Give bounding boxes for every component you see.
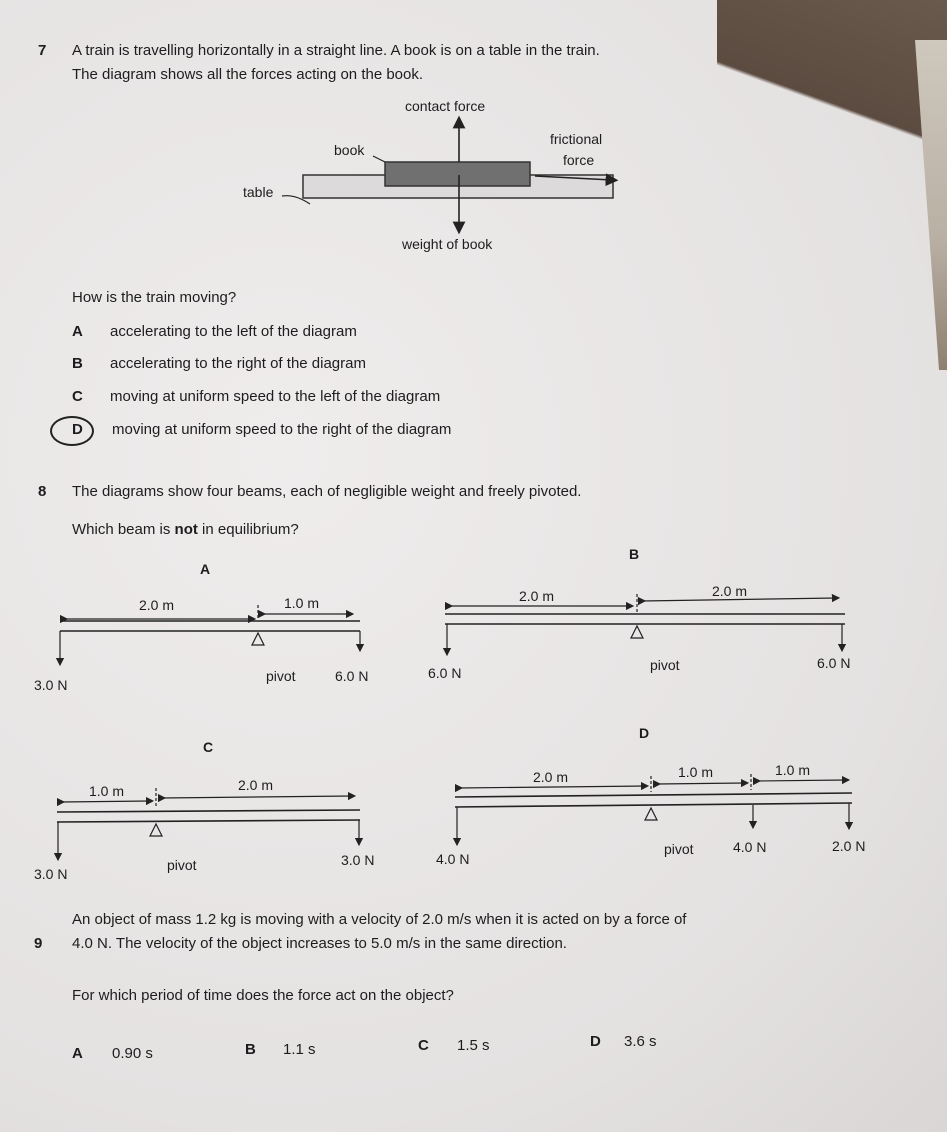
beam-a-drawing xyxy=(60,605,360,662)
beam-c-distance-left: 1.0 m xyxy=(89,783,125,799)
q7-option-a-text: accelerating to the left of the diagram xyxy=(110,323,357,340)
beam-d-force-left: 4.0 N xyxy=(436,851,470,867)
beam-c-force-right: 3.0 N xyxy=(341,852,375,868)
q9-line1: An object of mass 1.2 kg is moving with a velocity of 2.0 m/s when it is acted on by a force of xyxy=(72,911,687,928)
q7-option-d-letter: D xyxy=(72,421,83,438)
beam-d-letter: D xyxy=(639,725,650,741)
beam-a-pivot: pivot xyxy=(266,668,296,684)
q7-option-b-letter: B xyxy=(72,355,83,372)
beam-b-drawing xyxy=(445,594,845,652)
q9-number: 9 xyxy=(34,935,43,952)
q7-option-b-text: accelerating to the right of the diagram xyxy=(110,355,366,372)
q9-option-b-text: 1.1 s xyxy=(283,1041,316,1058)
beam-a-force-left: 3.0 N xyxy=(34,677,68,693)
q9-option-d-letter: D xyxy=(590,1033,601,1050)
q7-label-book: book xyxy=(334,142,365,158)
beam-d-force-right: 2.0 N xyxy=(832,838,866,854)
q7-line2: The diagram shows all the forces acting on the book. xyxy=(72,66,424,83)
beam-b-letter: B xyxy=(629,546,640,562)
beam-b-force-left: 6.0 N xyxy=(428,665,462,681)
q9-option-c-text: 1.5 s xyxy=(457,1037,490,1054)
beam-d-distance-right: 1.0 m xyxy=(775,762,811,778)
q8-line1: The diagrams show four beams, each of negligible weight and freely pivoted. xyxy=(72,483,582,500)
q7-question: How is the train moving? xyxy=(72,289,237,306)
q9-question: For which period of time does the force act on the object? xyxy=(72,987,454,1004)
beam-a-force-right: 6.0 N xyxy=(335,668,369,684)
beam-d-drawing xyxy=(455,774,852,842)
q7-label-force: force xyxy=(563,152,595,168)
beam-c-force-left: 3.0 N xyxy=(34,866,68,882)
beam-c-distance-right: 2.0 m xyxy=(238,777,274,793)
q9-option-c-letter: C xyxy=(418,1037,429,1054)
beam-b-distance-left: 2.0 m xyxy=(519,588,555,604)
beam-c-letter: C xyxy=(203,739,214,755)
q7-option-d-text: moving at uniform speed to the right of the diagram xyxy=(112,421,452,438)
q9-option-d-text: 3.6 s xyxy=(624,1033,657,1050)
beam-d-pivot: pivot xyxy=(664,841,694,857)
beam-a-letter: A xyxy=(200,561,211,577)
q7-option-c-letter: C xyxy=(72,388,83,405)
q7-label-frictional: frictional xyxy=(550,131,603,147)
q9-option-b-letter: B xyxy=(245,1041,256,1058)
beam-b-distance-right: 2.0 m xyxy=(712,583,748,599)
q9-line2: 4.0 N. The velocity of the object increases to 5.0 m/s in the same direction. xyxy=(72,935,567,952)
beam-d-force-mid: 4.0 N xyxy=(733,839,767,855)
q7-line1: A train is travelling horizontally in a straight line. A book is on a table in the train. xyxy=(72,42,600,59)
beam-a-distance-right: 1.0 m xyxy=(284,595,320,611)
q7-label-weight: weight of book xyxy=(402,236,493,252)
q8-number: 8 xyxy=(38,483,47,500)
beam-c-pivot: pivot xyxy=(167,857,197,873)
q7-option-c-text: moving at uniform speed to the left of the diagram xyxy=(110,388,441,405)
q7-label-table: table xyxy=(243,184,274,200)
beam-d-distance-left: 2.0 m xyxy=(533,769,569,785)
beam-b-pivot: pivot xyxy=(650,657,680,673)
beam-d-distance-mid: 1.0 m xyxy=(678,764,714,780)
q7-label-contact: contact force xyxy=(405,98,486,114)
q9-option-a-letter: A xyxy=(72,1045,83,1062)
q8-question: Which beam is not in equilibrium? xyxy=(72,521,299,538)
q9-option-a-text: 0.90 s xyxy=(112,1045,153,1062)
q7-option-a-letter: A xyxy=(72,323,83,340)
beam-b-force-right: 6.0 N xyxy=(817,655,851,671)
q7-number: 7 xyxy=(38,42,47,59)
beam-a-distance-left: 2.0 m xyxy=(139,597,175,613)
